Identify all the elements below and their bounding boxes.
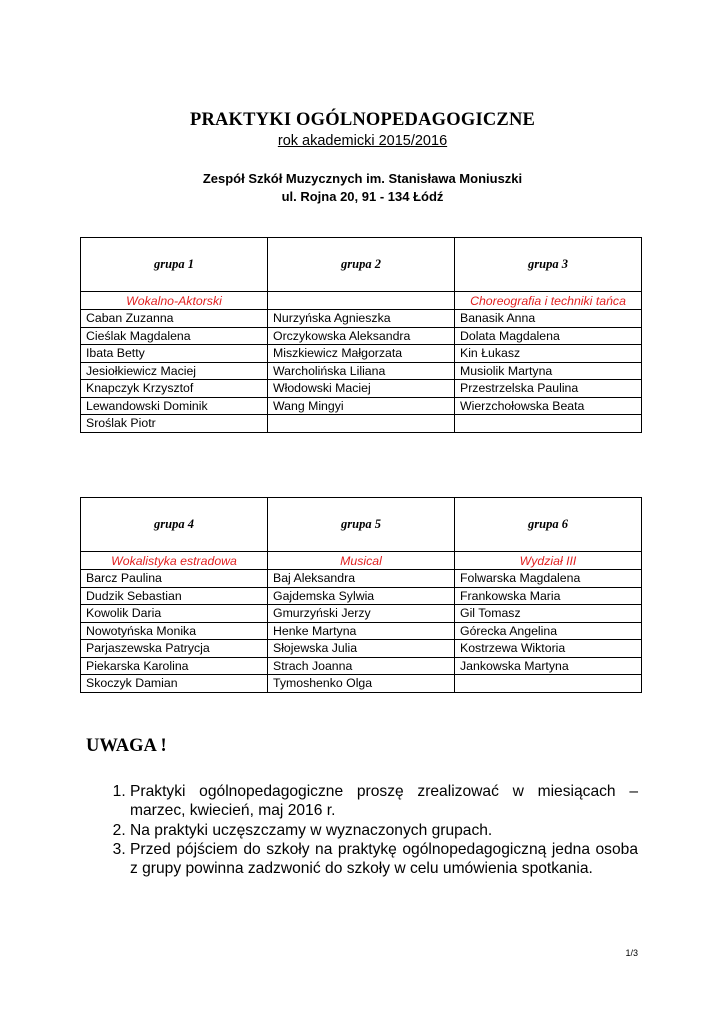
student-name: Dolata Magdalena <box>455 327 642 345</box>
category-label: Wydział III <box>455 552 642 570</box>
student-name: Gil Tomasz <box>455 605 642 623</box>
notice-heading: UWAGA ! <box>86 736 167 756</box>
student-name: Lewandowski Dominik <box>81 397 268 415</box>
student-name: Warcholińska Liliana <box>268 362 455 380</box>
student-name <box>455 415 642 433</box>
table-row <box>81 327 642 345</box>
student-name: Sroślak Piotr <box>81 415 268 433</box>
group-header: grupa 4 <box>81 498 268 552</box>
student-name: Jesiołkiewicz Maciej <box>81 362 268 380</box>
student-name: Barcz Paulina <box>81 570 268 588</box>
student-name: Strach Joanna <box>268 657 455 675</box>
student-name: Ibata Betty <box>81 345 268 363</box>
notice-list <box>104 782 638 878</box>
document-title: PRAKTYKI OGÓLNOPEDAGOGICZNE <box>189 110 536 130</box>
table-row <box>81 362 642 380</box>
student-name: Nurzyńska Agnieszka <box>268 310 455 328</box>
group-header: grupa 3 <box>455 238 642 292</box>
category-row <box>81 292 642 310</box>
group-header: grupa 1 <box>81 238 268 292</box>
student-name <box>268 415 455 433</box>
student-name: Dudzik Sebastian <box>81 587 268 605</box>
student-name: Gmurzyński Jerzy <box>268 605 455 623</box>
table-row <box>81 380 642 398</box>
table-row <box>81 345 642 363</box>
page-number: 1/3 <box>625 948 638 958</box>
student-name: Banasik Anna <box>455 310 642 328</box>
student-name: Musiolik Martyna <box>455 362 642 380</box>
student-name: Caban Zuzanna <box>81 310 268 328</box>
student-name: Piekarska Karolina <box>81 657 268 675</box>
category-label <box>268 292 455 310</box>
student-name: Wierzchołowska Beata <box>455 397 642 415</box>
student-name: Przestrzelska Paulina <box>455 380 642 398</box>
student-name: Kowolik Daria <box>81 605 268 623</box>
student-name: Kostrzewa Wiktoria <box>455 640 642 658</box>
table-row <box>81 622 642 640</box>
category-label: Wokalno-Aktorski <box>81 292 268 310</box>
school-name: Zespół Szkół Muzycznych im. Stanisława Moniuszki <box>202 171 523 186</box>
student-name: Włodowski Maciej <box>268 380 455 398</box>
table-row <box>81 397 642 415</box>
table-row <box>81 587 642 605</box>
table-row <box>81 657 642 675</box>
student-name: Henke Martyna <box>268 622 455 640</box>
notice-item: 2. Na praktyki uczęszczamy w wyznaczonych grupach. <box>130 821 638 840</box>
table-row <box>81 310 642 328</box>
student-name: Miszkiewicz Małgorzata <box>268 345 455 363</box>
groups-table-2 <box>80 497 642 693</box>
group-header: grupa 6 <box>455 498 642 552</box>
student-name: Kin Łukasz <box>455 345 642 363</box>
table-header-row <box>81 238 642 292</box>
table-row <box>81 675 642 693</box>
student-name: Frankowska Maria <box>455 587 642 605</box>
group-header: grupa 5 <box>268 498 455 552</box>
notice-item: 1. Praktyki ogólnopedagogiczne proszę zrealizować w miesiącach – marzec, kwiecień, maj 2016 r. <box>130 782 638 821</box>
groups-table-1 <box>80 237 642 433</box>
student-name: Knapczyk Krzysztof <box>81 380 268 398</box>
category-row <box>81 552 642 570</box>
table-row <box>81 640 642 658</box>
table-row <box>81 605 642 623</box>
student-name: Jankowska Martyna <box>455 657 642 675</box>
group-header: grupa 2 <box>268 238 455 292</box>
category-label: Musical <box>268 552 455 570</box>
student-name: Folwarska Magdalena <box>455 570 642 588</box>
student-name: Gajdemska Sylwia <box>268 587 455 605</box>
student-name: Nowotyńska Monika <box>81 622 268 640</box>
student-name: Tymoshenko Olga <box>268 675 455 693</box>
school-address: ul. Rojna 20, 91 - 134 Łódź <box>281 189 444 204</box>
table-row <box>81 415 642 433</box>
student-name: Wang Mingyi <box>268 397 455 415</box>
category-label: Wokalistyka estradowa <box>81 552 268 570</box>
table-row <box>81 570 642 588</box>
academic-year: rok akademicki 2015/2016 <box>277 133 448 149</box>
student-name: Baj Aleksandra <box>268 570 455 588</box>
student-name: Słojewska Julia <box>268 640 455 658</box>
student-name: Parjaszewska Patrycja <box>81 640 268 658</box>
student-name <box>455 675 642 693</box>
student-name: Cieślak Magdalena <box>81 327 268 345</box>
student-name: Skoczyk Damian <box>81 675 268 693</box>
student-name: Górecka Angelina <box>455 622 642 640</box>
table-header-row <box>81 498 642 552</box>
student-name: Orczykowska Aleksandra <box>268 327 455 345</box>
notice-item: 3. Przed pójściem do szkoły na praktykę ogólnopedagogiczną jedna osoba z grupy powinna zadzwonić do szkoły w celu umówienia spotkania. <box>130 840 638 879</box>
category-label: Choreografia i techniki tańca <box>455 292 642 310</box>
